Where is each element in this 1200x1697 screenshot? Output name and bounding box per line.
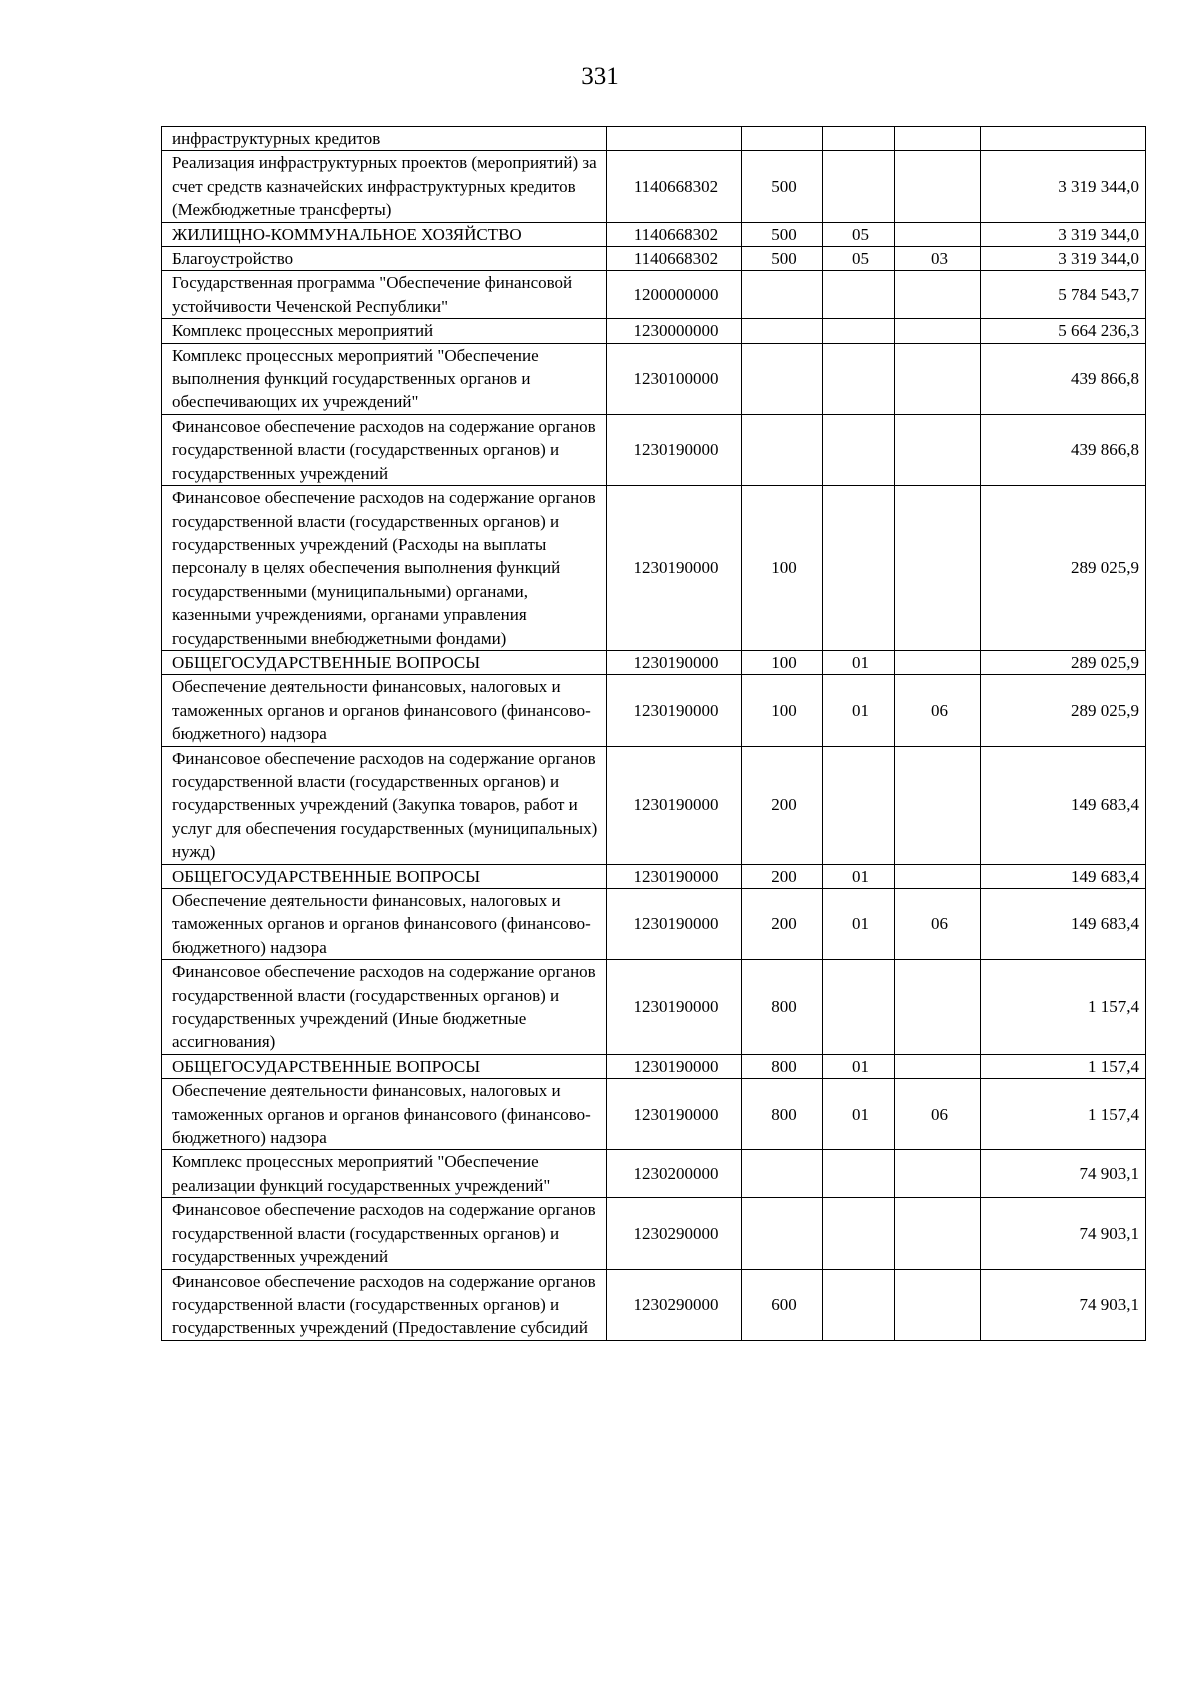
row-target-article: 1230190000 [607,864,742,888]
table-row [162,889,1146,960]
row-section [823,319,895,343]
table-row [162,960,1146,1055]
row-amount: 149 683,4 [981,889,1146,960]
row-name: Обеспечение деятельности финансовых, налоговых и таможенных органов и органов финансового (финансово-бюджетного) надзора [162,1079,607,1150]
row-amount: 5 784 543,7 [981,271,1146,319]
row-target-article: 1230000000 [607,319,742,343]
row-amount: 149 683,4 [981,864,1146,888]
row-expense-type: 600 [742,1269,823,1340]
row-name: Обеспечение деятельности финансовых, налоговых и таможенных органов и органов финансового (финансово-бюджетного) надзора [162,675,607,746]
row-expense-type: 800 [742,1054,823,1078]
row-name: Комплекс процессных мероприятий [162,319,607,343]
row-subsection [895,414,981,485]
row-expense-type [742,414,823,485]
row-expense-type: 200 [742,864,823,888]
row-expense-type: 500 [742,151,823,222]
row-target-article: 1140668302 [607,151,742,222]
row-expense-type: 800 [742,1079,823,1150]
row-subsection [895,1198,981,1269]
row-section [823,414,895,485]
row-expense-type: 500 [742,222,823,246]
row-amount: 439 866,8 [981,414,1146,485]
row-subsection [895,271,981,319]
row-name: Комплекс процессных мероприятий "Обеспечение выполнения функций государственных органов и обеспечивающих их учреждений" [162,343,607,414]
row-name: Комплекс процессных мероприятий "Обеспечение реализации функций государственных учреждений" [162,1150,607,1198]
row-amount: 439 866,8 [981,343,1146,414]
row-subsection: 06 [895,675,981,746]
row-amount: 149 683,4 [981,746,1146,864]
row-section: 01 [823,864,895,888]
row-section [823,486,895,651]
row-target-article: 1230290000 [607,1269,742,1340]
row-section [823,1198,895,1269]
table-row [162,222,1146,246]
table-row [162,247,1146,271]
row-section: 05 [823,247,895,271]
row-name: ОБЩЕГОСУДАРСТВЕННЫЕ ВОПРОСЫ [162,864,607,888]
row-amount: 74 903,1 [981,1269,1146,1340]
row-expense-type: 100 [742,675,823,746]
row-target-article [607,127,742,151]
row-amount: 5 664 236,3 [981,319,1146,343]
table-row [162,1198,1146,1269]
table-row [162,746,1146,864]
row-amount: 3 319 344,0 [981,222,1146,246]
table-row [162,675,1146,746]
row-expense-type: 200 [742,746,823,864]
row-expense-type: 100 [742,650,823,674]
row-subsection [895,650,981,674]
row-target-article: 1230190000 [607,1079,742,1150]
row-expense-type [742,343,823,414]
row-name: Финансовое обеспечение расходов на содержание органов государственной власти (государственных органов) и государственных учреждений (Расходы на выплаты персоналу в целях обеспечения выполнения функций государственными (муниципальными) органами, казенными учреждениями, органами управления государственными внебюджетными фондами) [162,486,607,651]
row-name: инфраструктурных кредитов [162,127,607,151]
row-subsection [895,746,981,864]
row-name: ОБЩЕГОСУДАРСТВЕННЫЕ ВОПРОСЫ [162,650,607,674]
row-subsection [895,486,981,651]
row-section: 05 [823,222,895,246]
row-section [823,271,895,319]
row-section [823,127,895,151]
row-target-article: 1230290000 [607,1198,742,1269]
row-subsection [895,1054,981,1078]
row-amount: 74 903,1 [981,1198,1146,1269]
row-amount [981,127,1146,151]
row-expense-type [742,1150,823,1198]
row-subsection [895,864,981,888]
row-name: Финансовое обеспечение расходов на содержание органов государственной власти (государственных органов) и государственных учреждений (Иные бюджетные ассигнования) [162,960,607,1055]
table-row [162,650,1146,674]
row-section: 01 [823,1054,895,1078]
row-subsection [895,127,981,151]
row-name: Финансовое обеспечение расходов на содержание органов государственной власти (государственных органов) и государственных учреждений [162,1198,607,1269]
row-amount: 1 157,4 [981,1079,1146,1150]
row-name: Финансовое обеспечение расходов на содержание органов государственной власти (государственных органов) и государственных учреждений (Закупка товаров, работ и услуг для обеспечения государственных (муниципальных) нужд) [162,746,607,864]
row-name: Финансовое обеспечение расходов на содержание органов государственной власти (государственных органов) и государственных учреждений [162,414,607,485]
page-number: 331 [581,63,619,90]
row-subsection [895,343,981,414]
row-target-article: 1140668302 [607,247,742,271]
row-section [823,1150,895,1198]
row-expense-type: 100 [742,486,823,651]
row-name: Обеспечение деятельности финансовых, налоговых и таможенных органов и органов финансового (финансово-бюджетного) надзора [162,889,607,960]
row-amount: 289 025,9 [981,675,1146,746]
table-row [162,1054,1146,1078]
row-section: 01 [823,650,895,674]
row-section [823,960,895,1055]
row-name: Благоустройство [162,247,607,271]
row-name: Государственная программа "Обеспечение финансовой устойчивости Чеченской Республики" [162,271,607,319]
table-row [162,1079,1146,1150]
row-target-article: 1230100000 [607,343,742,414]
row-section [823,1269,895,1340]
table-row [162,414,1146,485]
row-name: ОБЩЕГОСУДАРСТВЕННЫЕ ВОПРОСЫ [162,1054,607,1078]
table-row [162,319,1146,343]
row-expense-type [742,319,823,343]
row-subsection [895,1150,981,1198]
row-expense-type: 200 [742,889,823,960]
row-subsection [895,960,981,1055]
table-row [162,151,1146,222]
row-expense-type: 800 [742,960,823,1055]
row-target-article: 1230190000 [607,746,742,864]
budget-table-body [162,127,1146,1341]
row-target-article: 1230190000 [607,650,742,674]
table-row [162,127,1146,151]
table-row [162,1150,1146,1198]
row-section: 01 [823,889,895,960]
row-subsection [895,1269,981,1340]
row-expense-type [742,127,823,151]
row-section [823,343,895,414]
row-target-article: 1230190000 [607,486,742,651]
row-subsection: 03 [895,247,981,271]
row-expense-type [742,1198,823,1269]
row-subsection [895,222,981,246]
row-target-article: 1230190000 [607,1054,742,1078]
row-name: Реализация инфраструктурных проектов (мероприятий) за счет средств казначейских инфраструктурных кредитов (Межбюджетные трансферты) [162,151,607,222]
table-row [162,486,1146,651]
budget-table [161,126,1146,1341]
row-amount: 3 319 344,0 [981,151,1146,222]
row-target-article: 1230190000 [607,414,742,485]
row-section: 01 [823,675,895,746]
row-subsection: 06 [895,889,981,960]
row-amount: 1 157,4 [981,1054,1146,1078]
table-row [162,1269,1146,1340]
row-subsection [895,151,981,222]
row-target-article: 1200000000 [607,271,742,319]
row-subsection: 06 [895,1079,981,1150]
row-expense-type [742,271,823,319]
row-target-article: 1230190000 [607,675,742,746]
row-target-article: 1230190000 [607,960,742,1055]
row-section: 01 [823,1079,895,1150]
row-amount: 289 025,9 [981,650,1146,674]
row-target-article: 1140668302 [607,222,742,246]
row-section [823,746,895,864]
table-row [162,864,1146,888]
row-name: Финансовое обеспечение расходов на содержание органов государственной власти (государственных органов) и государственных учреждений (Предоставление субсидий [162,1269,607,1340]
row-target-article: 1230200000 [607,1150,742,1198]
row-amount: 3 319 344,0 [981,247,1146,271]
table-row [162,271,1146,319]
row-subsection [895,319,981,343]
row-target-article: 1230190000 [607,889,742,960]
row-expense-type: 500 [742,247,823,271]
row-name: ЖИЛИЩНО-КОММУНАЛЬНОЕ ХОЗЯЙСТВО [162,222,607,246]
row-amount: 1 157,4 [981,960,1146,1055]
row-amount: 74 903,1 [981,1150,1146,1198]
table-row [162,343,1146,414]
row-section [823,151,895,222]
row-amount: 289 025,9 [981,486,1146,651]
